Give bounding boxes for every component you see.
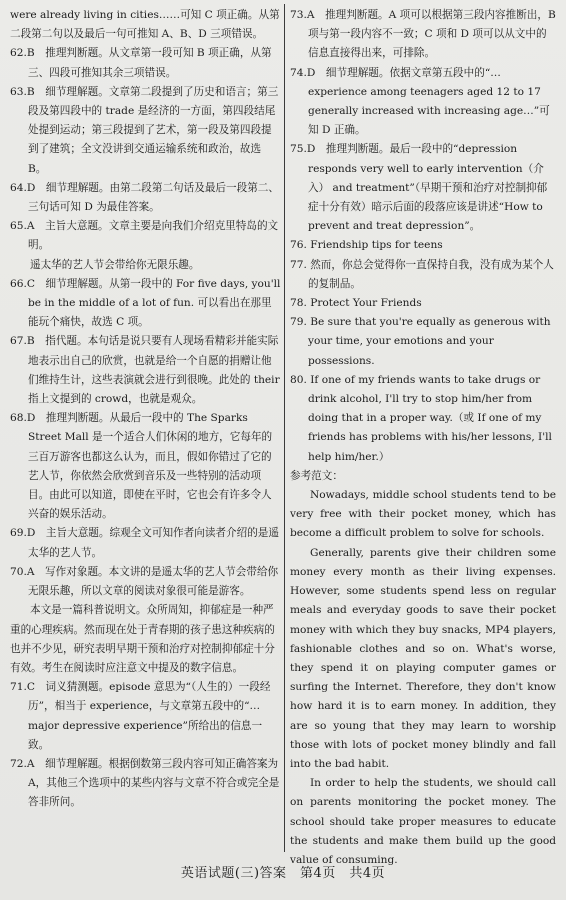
column-divider [284, 4, 285, 852]
answer-item: 75.D 推理判断题。最后一段中的“depression responds very well to early intervention（介入） and treatment”（早期干预和治疗对控制抑郁症十分有效）暗示后面的段落应该是讲述“How to prevent and treat depression”。 [290, 143, 548, 233]
answer-item: 70.A 写作对象题。本文讲的是遥太华的艺人节会带给你无限乐趣，所以文章的阅读对象很可能是游客。 [10, 565, 279, 598]
answer-item: 62.B 推理判断题。从文章第一段可知 B 项正确，从第三、四段可推知其余三项错误。 [10, 47, 272, 79]
answer-item: 71.C 词义猜测题。episode 意思为“（人生的）一段经历”，相当于 experience，与文章第五段中的“…major depressive experience”所给出的信息一致。 [10, 681, 271, 751]
answer-item: 73.A 推理判断题。A 项可以根据第三段内容推断出，B 项与第一段内容不一致；C 项和 D 项可以从文中的信息直接得出来，可排除。 [290, 9, 556, 60]
answer-item: 63.B 细节理解题。文章第二段提到了历史和语言；第三段及第四段中的 trade 是经济的一方面，第四段结尾处提到运动；第三段提到了艺术，第一段及第四段提到了建筑；全文没讲到交通运输系统和政治，故选 B。 [10, 85, 279, 175]
page-footer: 英语试题(三)答案 第4页 共4页 [180, 866, 386, 881]
text-paragraph: Nowadays, middle school students tend to be very free with their pocket money, which has become a difficult problem to solve for schools. [290, 489, 556, 540]
answer-item: 64.D 细节理解题。由第二段第二句话及最后一段第二、三句话可知 D 为最佳答案。 [10, 181, 279, 214]
answer-item: 79. Be sure that you're equally as generous with your time, your emotions and your possessions. [290, 316, 551, 367]
left-column [10, 6, 282, 813]
answer-item: 78. Protect Your Friends [290, 297, 422, 310]
text-paragraph: In order to help the students, we should call on parents monitoring the pocket money. The school should take proper measures to educate the students and make them build up the good value of consuming. [290, 777, 556, 866]
answer-item: 67.B 指代题。本句话是说只要有人现场看精彩并能实际地表示出自己的欣赏，也就是给一个自愿的捐赠让他们维持生计，这些表演就会进行到很晚。此处的 their 指上文提到的 crowd，也就是观众。 [10, 335, 280, 406]
text-paragraph: were already living in cities……可知 C 项正确。从第二段第二句以及最后一句可推知 A、B、D 三项错误。 [10, 9, 280, 41]
text-paragraph: 参考范文： [290, 469, 343, 482]
answer-item: 68.D 推理判断题。从最后一段中的 The Sparks Street Mall 是一个适合人们休闲的地方，它每年的三百万游客也都这么认为，而且，假如你错过了它的艺人节，你依然会欣赏到音乐及一些特别的活动项目。由此可以知道，即使在平时，它也会有许多令人兴奋的娱乐活动。 [10, 412, 273, 521]
answer-item: 74.D 细节理解题。依据文章第五段中的“…experience among teenagers aged 12 to 17 generally increased with increasing age…”可知 D 正确。 [290, 66, 550, 137]
text-paragraph: 本文是一篇科普说明文。众所周知，抑郁症是一种严重的心理疾病。然而现在处于青春期的孩子患这种疾病的也并不少见，研究表明早期干预和治疗对控制抑郁症十分有效。考生在阅读时应注意文中提及的数字信息。 [10, 604, 275, 674]
right-column [290, 6, 556, 870]
answer-item: 76. Friendship tips for teens [290, 239, 443, 252]
answer-item: 77. 然而，你总会觉得你一直保持自我，没有成为某个人的复制品。 [290, 258, 554, 290]
text-paragraph: Generally, parents give their children some money every month as their living expenses. However, some students spend less on regular meals and everyday goods to save their pocket money with which they buy snacks, MP4 players, fashionable clothes and so on. What's worse, they spend it on playing computer games or surfing the Internet. Therefore, they don't know how hard it is to earn money. In addition, they are so young that they may learn to worship those with lots of pocket money blindly and fall into the bad habit. [290, 546, 556, 770]
answer-item: 72.A 细节理解题。根据倒数第三段内容可知正确答案为 A，其他三个选项中的某些内容与文章不符合或完全是答非所问。 [10, 757, 280, 809]
answer-item: 65.A 主旨大意题。文章主要是向我们介绍克里特岛的文明。 [10, 220, 279, 252]
answer-item: 69.D 主旨大意题。综观全文可知作者向读者介绍的是遥太华的艺人节。 [10, 527, 279, 559]
answer-item: 66.C 细节理解题。从第一段中的 For five days, you'll be in the middle of a lot of fun. 可以看出在那里能玩个痛快，故选 C 项。 [10, 277, 281, 329]
answer-item: 80. If one of my friends wants to take drugs or drink alcohol, I'll try to stop him/her from doing that in a proper way.（或 If one of my friends has problems with his/her lessons, I'll help him/her.） [290, 373, 552, 463]
text-paragraph: 遥太华的艺人节会带给你无限乐趣。 [30, 258, 200, 271]
